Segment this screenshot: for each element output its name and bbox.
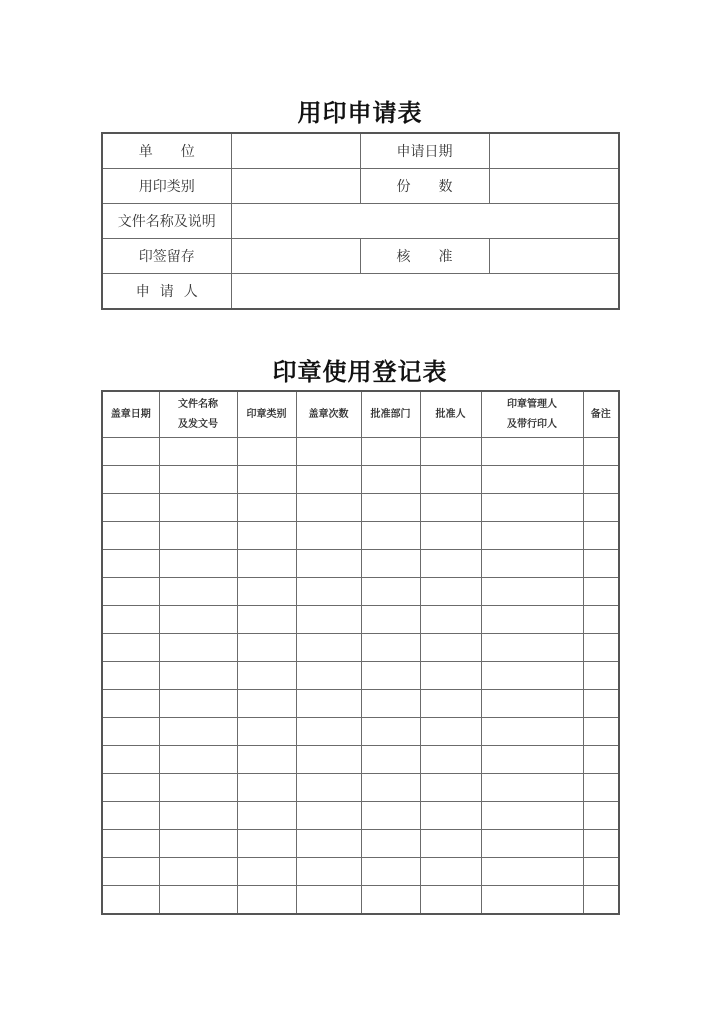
doc-name-value[interactable] [231, 204, 619, 239]
apply-date-label: 申请日期 [360, 133, 489, 169]
header-remarks: 备注 [583, 391, 619, 438]
table-cell[interactable] [361, 634, 420, 662]
table-cell[interactable] [420, 858, 481, 886]
table-cell[interactable] [159, 578, 237, 606]
table-cell[interactable] [159, 886, 237, 915]
table-cell[interactable] [583, 494, 619, 522]
table-cell[interactable] [420, 774, 481, 802]
header-seal-category: 印章类别 [237, 391, 296, 438]
table-cell[interactable] [102, 634, 159, 662]
table-cell[interactable] [583, 662, 619, 690]
table-cell[interactable] [583, 606, 619, 634]
table-cell[interactable] [583, 690, 619, 718]
table-cell[interactable] [102, 438, 159, 466]
table-cell[interactable] [296, 634, 361, 662]
table-cell[interactable] [583, 802, 619, 830]
applicant-value[interactable] [231, 274, 619, 310]
header-seal-count: 盖章次数 [296, 391, 361, 438]
table-cell[interactable] [296, 522, 361, 550]
table-cell[interactable] [481, 550, 583, 578]
table-row [102, 494, 619, 522]
table-cell[interactable] [159, 858, 237, 886]
table-row [102, 718, 619, 746]
table-cell[interactable] [102, 746, 159, 774]
table-row [102, 578, 619, 606]
table-cell[interactable] [237, 830, 296, 858]
table-cell[interactable] [583, 522, 619, 550]
table-cell[interactable] [361, 858, 420, 886]
table-cell[interactable] [296, 690, 361, 718]
table-cell[interactable] [583, 718, 619, 746]
table-row [102, 802, 619, 830]
table-cell[interactable] [361, 522, 420, 550]
application-form-table [101, 132, 620, 310]
table-cell[interactable] [102, 802, 159, 830]
table-cell[interactable] [237, 802, 296, 830]
table-cell[interactable] [481, 494, 583, 522]
table-cell[interactable] [361, 830, 420, 858]
table-cell[interactable] [159, 606, 237, 634]
table-cell[interactable] [481, 662, 583, 690]
table-cell[interactable] [102, 858, 159, 886]
approve-label: 核准 [360, 239, 489, 274]
table-cell[interactable] [361, 886, 420, 915]
table-cell[interactable] [420, 522, 481, 550]
table-cell[interactable] [583, 466, 619, 494]
table-cell[interactable] [583, 886, 619, 915]
table-row [102, 662, 619, 690]
header-approve-dept: 批准部门 [361, 391, 420, 438]
table-cell[interactable] [361, 662, 420, 690]
table-cell[interactable] [481, 690, 583, 718]
table-cell[interactable] [296, 830, 361, 858]
table-cell[interactable] [420, 578, 481, 606]
table-cell[interactable] [361, 746, 420, 774]
table-cell[interactable] [296, 550, 361, 578]
table-cell[interactable] [583, 634, 619, 662]
table-cell[interactable] [237, 466, 296, 494]
table-row [102, 858, 619, 886]
table-cell[interactable] [102, 662, 159, 690]
table-cell[interactable] [237, 774, 296, 802]
table-cell[interactable] [420, 886, 481, 915]
table-cell[interactable] [237, 886, 296, 915]
unit-value[interactable] [231, 133, 360, 169]
doc-name-label: 文件名称及说明 [102, 204, 231, 239]
table-cell[interactable] [296, 466, 361, 494]
table-cell[interactable] [481, 718, 583, 746]
table-cell[interactable] [237, 550, 296, 578]
table-cell[interactable] [296, 606, 361, 634]
table-cell[interactable] [237, 858, 296, 886]
form-row-seal-sign [102, 239, 619, 274]
table-cell[interactable] [296, 746, 361, 774]
form-row-unit [102, 133, 619, 169]
table-cell[interactable] [296, 718, 361, 746]
table-cell[interactable] [583, 438, 619, 466]
table-cell[interactable] [481, 830, 583, 858]
seal-type-label: 用印类别 [102, 169, 231, 204]
form-row-applicant [102, 274, 619, 310]
table-cell[interactable] [361, 550, 420, 578]
table-cell[interactable] [481, 802, 583, 830]
table-cell[interactable] [420, 690, 481, 718]
form-row-doc-name [102, 204, 619, 239]
unit-label: 单位 [102, 133, 231, 169]
table-cell[interactable] [583, 830, 619, 858]
seal-register-title: 印章使用登记表 [272, 358, 448, 386]
table-row [102, 746, 619, 774]
table-cell[interactable] [361, 606, 420, 634]
table-cell[interactable] [159, 662, 237, 690]
table-cell[interactable] [102, 774, 159, 802]
seal-register-table [101, 390, 620, 915]
table-cell[interactable] [102, 606, 159, 634]
table-cell[interactable] [296, 438, 361, 466]
table-cell[interactable] [361, 466, 420, 494]
table-cell[interactable] [159, 494, 237, 522]
table-cell[interactable] [237, 746, 296, 774]
table-cell[interactable] [481, 578, 583, 606]
table-cell[interactable] [420, 802, 481, 830]
table-cell[interactable] [481, 466, 583, 494]
table-cell[interactable] [361, 578, 420, 606]
table-cell[interactable] [420, 550, 481, 578]
header-seal-keeper-line1: 印章管理人 [507, 398, 557, 410]
seal-type-value[interactable] [231, 169, 360, 204]
table-cell[interactable] [159, 802, 237, 830]
table-cell[interactable] [420, 830, 481, 858]
table-cell[interactable] [583, 746, 619, 774]
table-cell[interactable] [102, 522, 159, 550]
table-cell[interactable] [420, 634, 481, 662]
table-cell[interactable] [296, 802, 361, 830]
header-doc-name-line2: 及发文号 [178, 418, 218, 430]
table-cell[interactable] [361, 774, 420, 802]
table-cell[interactable] [420, 746, 481, 774]
table-cell[interactable] [296, 774, 361, 802]
copies-label: 份数 [360, 169, 489, 204]
table-row [102, 550, 619, 578]
table-row [102, 522, 619, 550]
table-cell[interactable] [102, 578, 159, 606]
table-cell[interactable] [296, 494, 361, 522]
table-cell[interactable] [481, 634, 583, 662]
table-cell[interactable] [237, 522, 296, 550]
table-cell[interactable] [159, 774, 237, 802]
table-cell[interactable] [159, 522, 237, 550]
table-cell[interactable] [159, 830, 237, 858]
seal-sign-value[interactable] [231, 239, 360, 274]
table-cell[interactable] [481, 522, 583, 550]
table-cell[interactable] [481, 746, 583, 774]
header-approver: 批准人 [420, 391, 481, 438]
table-cell[interactable] [159, 466, 237, 494]
table-row [102, 886, 619, 915]
table-cell[interactable] [237, 578, 296, 606]
table-cell[interactable] [102, 718, 159, 746]
table-cell[interactable] [481, 606, 583, 634]
table-cell[interactable] [583, 858, 619, 886]
table-cell[interactable] [159, 438, 237, 466]
table-cell[interactable] [361, 718, 420, 746]
table-cell[interactable] [102, 690, 159, 718]
table-cell[interactable] [296, 662, 361, 690]
table-cell[interactable] [481, 858, 583, 886]
table-row [102, 830, 619, 858]
table-cell[interactable] [102, 830, 159, 858]
table-cell[interactable] [481, 438, 583, 466]
table-cell[interactable] [420, 438, 481, 466]
table-cell[interactable] [420, 718, 481, 746]
header-doc-name-line1: 文件名称 [178, 398, 218, 410]
register-body [102, 438, 619, 915]
table-cell[interactable] [159, 718, 237, 746]
table-cell[interactable] [237, 438, 296, 466]
table-row [102, 634, 619, 662]
table-cell[interactable] [102, 886, 159, 915]
table-cell[interactable] [102, 494, 159, 522]
table-cell[interactable] [361, 802, 420, 830]
table-cell[interactable] [481, 886, 583, 915]
form-row-seal-type [102, 169, 619, 204]
seal-sign-label: 印签留存 [102, 239, 231, 274]
table-cell[interactable] [583, 550, 619, 578]
table-row [102, 690, 619, 718]
header-seal-keeper-line2: 及带行印人 [507, 418, 557, 430]
table-cell[interactable] [420, 662, 481, 690]
table-cell[interactable] [237, 690, 296, 718]
table-cell[interactable] [361, 438, 420, 466]
apply-date-value[interactable] [489, 133, 619, 169]
applicant-label: 申请人 [102, 274, 231, 310]
approve-value[interactable] [489, 239, 619, 274]
table-cell[interactable] [583, 578, 619, 606]
table-cell[interactable] [583, 774, 619, 802]
table-cell[interactable] [237, 634, 296, 662]
table-cell[interactable] [361, 690, 420, 718]
application-form-title: 用印申请表 [297, 99, 423, 127]
table-cell[interactable] [102, 466, 159, 494]
table-cell[interactable] [420, 466, 481, 494]
table-cell[interactable] [296, 886, 361, 915]
table-cell[interactable] [159, 550, 237, 578]
table-row [102, 774, 619, 802]
table-row [102, 438, 619, 466]
header-doc-name [159, 391, 237, 438]
table-cell[interactable] [159, 634, 237, 662]
table-cell[interactable] [420, 494, 481, 522]
table-cell[interactable] [237, 606, 296, 634]
table-cell[interactable] [420, 606, 481, 634]
copies-value[interactable] [489, 169, 619, 204]
table-cell[interactable] [237, 662, 296, 690]
table-cell[interactable] [237, 494, 296, 522]
table-row [102, 466, 619, 494]
header-seal-keeper [481, 391, 583, 438]
table-cell[interactable] [159, 690, 237, 718]
table-cell[interactable] [296, 858, 361, 886]
table-cell[interactable] [296, 578, 361, 606]
table-cell[interactable] [237, 718, 296, 746]
table-cell[interactable] [159, 746, 237, 774]
table-row [102, 606, 619, 634]
table-cell[interactable] [361, 494, 420, 522]
register-header-row [102, 391, 619, 438]
table-cell[interactable] [102, 550, 159, 578]
header-seal-date: 盖章日期 [102, 391, 159, 438]
table-cell[interactable] [481, 774, 583, 802]
